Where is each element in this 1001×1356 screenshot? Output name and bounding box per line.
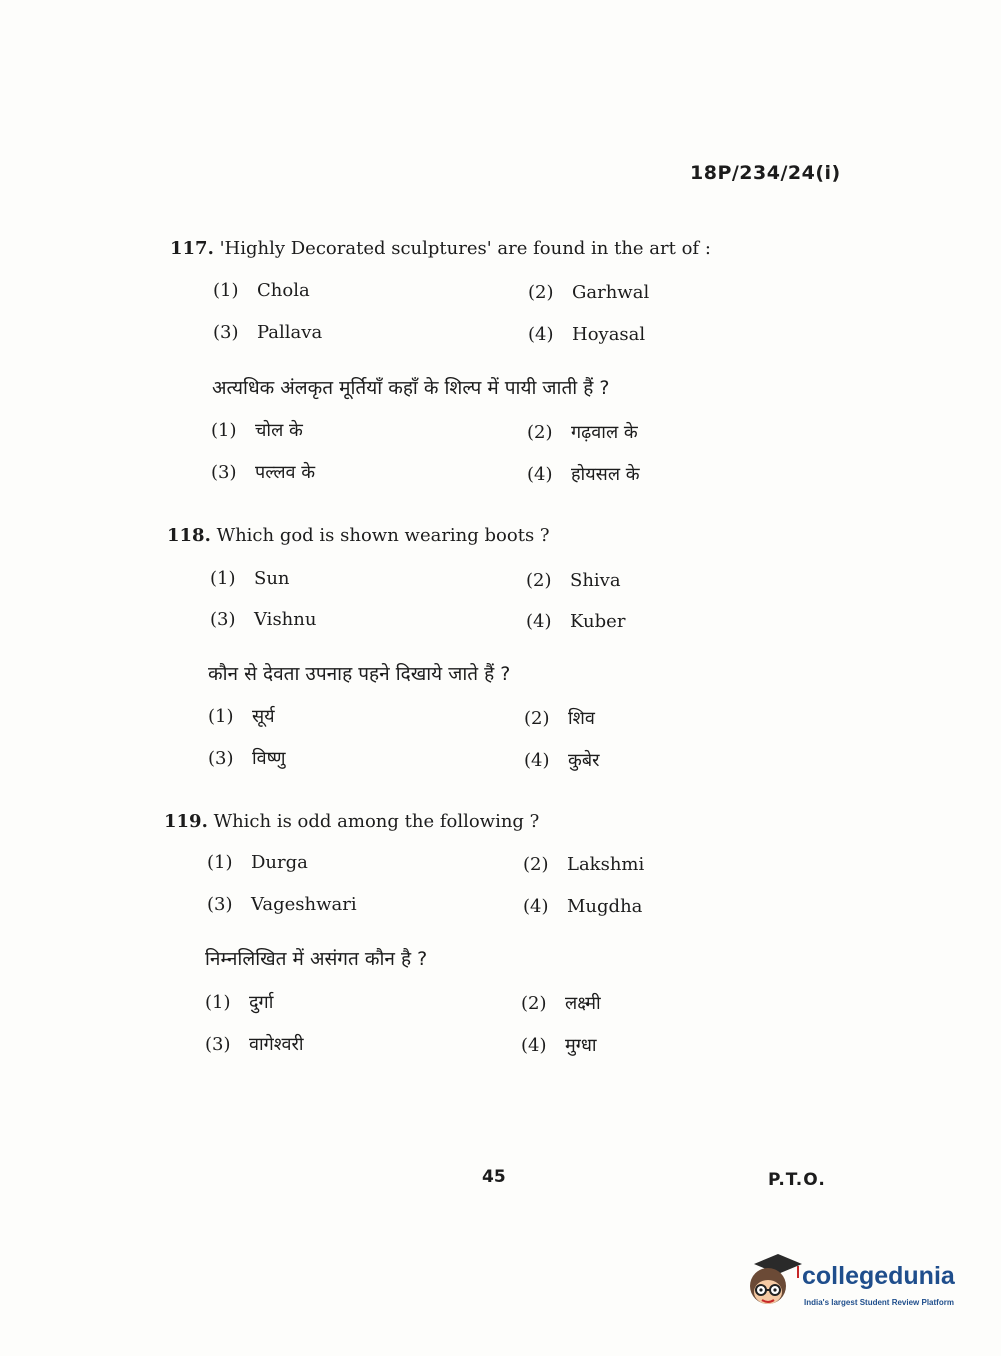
page-number: 45 [482,1167,506,1187]
option-2: (2) Garhwal [528,282,650,303]
pto-label: P.T.O. [768,1170,826,1190]
hindi-option-2: (2) शिव [524,708,595,729]
hindi-option-4: (4) मुग्धा [521,1035,597,1056]
option-2: (2) Lakshmi [523,854,645,875]
paper-code: 18P/234/24(i) [690,162,841,184]
question-number: 117. [170,238,214,259]
brand-name: collegedunia [802,1262,955,1290]
option-4: (4) Mugdha [523,896,643,917]
hindi-option-1: (1) चोल के [211,420,303,441]
option-3: (3) Vishnu [210,609,317,630]
collegedunia-watermark [740,1250,970,1320]
hindi-option-1: (1) दुर्गा [205,992,274,1013]
question-118 [167,525,550,546]
question-number: 118. [167,525,211,546]
question-text: 'Highly Decorated sculptures' are found in the art of : [219,238,711,259]
question-119 [164,811,539,832]
hindi-option-3: (3) विष्णु [208,748,286,769]
hindi-question-118: कौन से देवता उपनाह पहने दिखाये जाते हैं ? [208,663,511,685]
question-number: 119. [164,811,208,832]
question-text: Which is odd among the following ? [213,811,540,832]
option-2: (2) Shiva [526,570,621,591]
option-1: (1) Sun [210,568,290,589]
hindi-option-2: (2) गढ़वाल के [527,422,638,443]
option-4: (4) Hoyasal [528,324,646,345]
hindi-option-4: (4) कुबेर [524,750,600,771]
option-1: (1) Chola [213,280,310,301]
hindi-option-1: (1) सूर्य [208,706,275,727]
hindi-option-3: (3) वागेश्वरी [205,1034,304,1055]
option-3: (3) Pallava [213,322,323,343]
hindi-option-2: (2) लक्ष्मी [521,993,601,1014]
hindi-option-3: (3) पल्लव के [211,462,316,483]
question-text: Which god is shown wearing boots ? [216,525,550,546]
question-117 [170,238,711,259]
option-1: (1) Durga [207,852,308,873]
hindi-question-117: अत्यधिक अंलकृत मूर्तियाँ कहाँ के शिल्प में पायी जाती हैं ? [212,377,610,399]
brand-tagline: India's largest Student Review Platform [804,1298,954,1307]
option-3: (3) Vageshwari [207,894,357,915]
student-mascot-icon [740,1250,802,1312]
hindi-question-119: निम्नलिखित में असंगत कौन है ? [205,948,428,970]
option-4: (4) Kuber [526,611,626,632]
hindi-option-4: (4) होयसल के [527,464,640,485]
